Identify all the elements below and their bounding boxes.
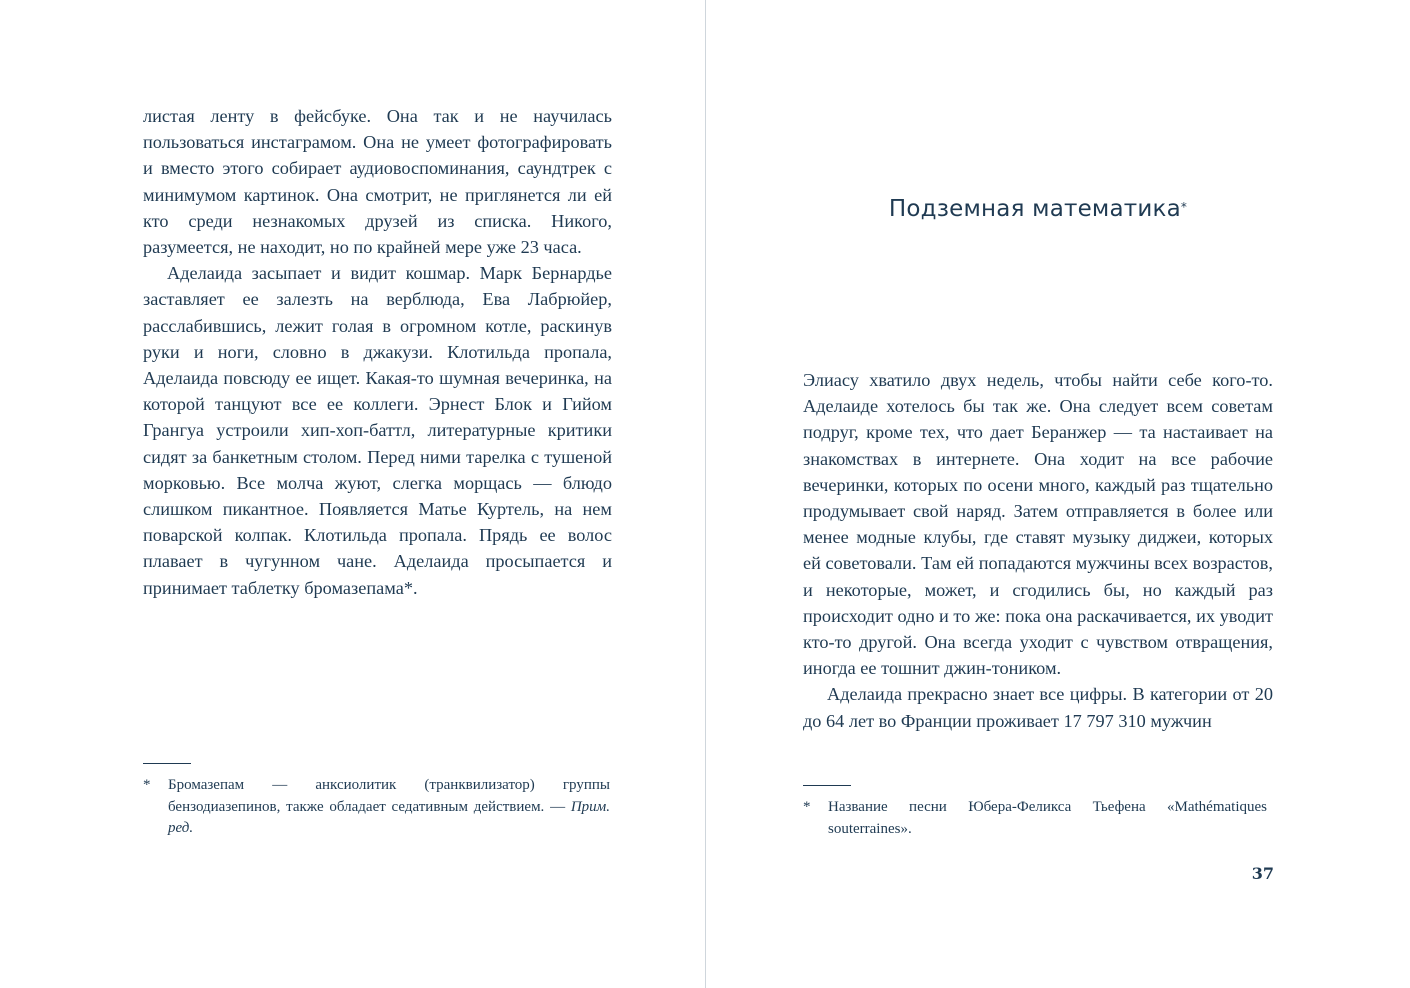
page-number: 37 (1251, 864, 1274, 883)
chapter-title-footnote-mark: * (1180, 200, 1188, 214)
chapter-title (706, 196, 1370, 222)
chapter-title-text: Подземная математика (888, 196, 1181, 222)
editor-note: Прим. ред. (168, 798, 610, 836)
paragraph: листая ленту в фейсбуке. Она так и не научилась пользоваться инстаграмом. Она не умеет фотографировать и вместо этого собирает аудиовоспоминания, саундтрек с минимумом картинок. Она смотрит, не приглянется ли ей кто среди незнакомых друзей из списка. Никого, разумеется, не находит, но по крайней мере уже 23 часа. (143, 106, 612, 258)
right-page-body (803, 367, 1273, 734)
paragraph: Элиасу хватило двух недель, чтобы найти себе кого-то. Аделаиде хотелось бы так же. Она следует всем советам подруг, кроме тех, что дает Беранжер — та настаивает на знакомствах в интернете. Она ходит на все рабочие вечеринки, которых по осени много, каждый раз тщательно продумывает свой наряд. Затем отправляется в более или менее модные клубы, где ставят музыку диджеи, которых ей советовали. Там ей попадаются мужчины всех возрастов, и некоторые, может, и сгодились бы, но каждый раз происходит одно и то же: пока она раскачивается, их уводит кто-то другой. Она всегда уходит с чувством отвращения, иногда ее тошнит джин-тоником. (803, 370, 1273, 679)
paragraph: Аделаида засыпает и видит кошмар. Марк Бернардье заставляет ее залезть на верблюда, Ева Лабрюйер, расслабившись, лежит голая в огромном котле, раскинув руки и ноги, словно в джакузи. Клотильда пропала, Аделаида повсюду ее ищет. Какая-то шумная вечеринка, на которой танцуют все ее коллеги. Эрнест Блок и Гийом Грангуа устроили хип-хоп-баттл, литературные критики сидят за банкетным столом. Перед ними тарелка с тушеной морковью. Все молча жуют, слегка морщась — блюдо слишком пикантное. Появляется Матье Куртель, на нем поварской колпак. Клотильда пропала. Прядь ее волос плавает в чугунном чане. Аделаида просыпается и принимает таблетку бромазепама*. (143, 263, 612, 598)
footnote (143, 775, 610, 840)
footnote-text: Бромазепам — анксиолитик (транквилизатор) группы бензодиазепинов, также обладает седативным действием. — (168, 777, 610, 815)
footnote-mark: * (143, 777, 151, 793)
right-page (706, 0, 1410, 988)
footnote (803, 797, 1267, 840)
footnote-divider (803, 785, 851, 786)
footnote-text: Название песни Юбера-Феликса Тьефена «Mathématiques souterraines». (828, 799, 1267, 837)
paragraph: Аделаида прекрасно знает все цифры. В категории от 20 до 64 лет во Франции проживает 17 797 310 мужчин (803, 684, 1273, 731)
left-page-body (143, 103, 612, 601)
footnote-divider (143, 763, 191, 764)
footnote-mark: * (803, 799, 811, 815)
